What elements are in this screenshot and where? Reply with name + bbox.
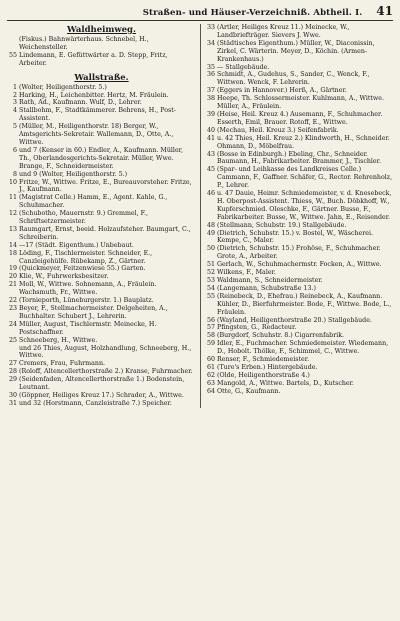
resident-text: Renser, F., Schmiedemeister. [217,356,310,364]
directory-entry [205,111,393,127]
directory-entry [205,324,393,332]
house-number: 38 [206,95,215,103]
house-number: 57 [206,324,215,332]
resident-text: (Fiskus.) Bahnwärterhaus. Schnebel, H., Weichensteller. [19,36,149,51]
house-number: 23 [8,305,17,312]
house-number: 36 [206,71,215,79]
resident-text: Löding, F., Tischlermeister. Schneider, E., Canzleigehülfe. Rübekamp, Z., Gärtner. [19,249,153,265]
directory-entry [7,179,196,195]
house-number: 4 [12,107,17,115]
directory-entry [7,226,196,242]
directory-entry [205,127,393,135]
resident-text: Waldmann, S., Schneidermeister. [217,277,323,284]
directory-entry [7,250,196,266]
resident-text: (Mechau, Heil. Kreuz 3.) Seifenfabrik. [217,126,339,134]
directory-entry [7,345,196,361]
house-number: 45 [206,166,215,174]
street-heading-waldheimweg: Waldheimweg. [67,25,136,35]
resident-text: (Olde, Heiligenthorstraße 4.) [217,371,310,379]
resident-text: Fritze, W., Wittwe. Fritze, E., Bureauvorsteher. Fritze, J., Kaufmann. [19,178,192,194]
resident-text: (Göppner, Heiliges Kreuz 17.) Schrader, A., Wittwe. [19,391,184,399]
resident-text: Schneeberg, H., Wittwe. [19,336,98,344]
street-entries-wallstrasse-continued [205,24,393,396]
directory-entry [205,24,393,40]
resident-text: (Schubotho, Mauernstr. 9.) Gremmel, F., Schriftsetzermeister. [19,210,149,226]
house-number: 28 [8,368,17,376]
house-number: 64 [206,387,215,395]
directory-entry [7,273,196,281]
house-number: 22 [8,297,17,305]
directory-entry [7,99,196,107]
directory-entry [7,242,196,250]
resident-text: Cremers, Frau, Fuhrmann. [19,360,106,368]
house-number: 10 [8,178,17,186]
header-title: Straßen- und Häuser-Verzeichniß. Abtheil. I. [142,8,363,18]
directory-entry [205,135,393,151]
resident-text: Schmidt, A., Gudehus, S., Sander, C., Wenck, F., Wittwen. Wenck, F. Lehrerin. [217,71,370,87]
house-number: 11 [8,194,17,202]
directory-entry [205,340,393,356]
house-number: 51 [206,261,215,269]
resident-text: (Heise, Heil. Kreuz 4.) Ausemann, F., Schuhmacher. Esserth, Emil, Brauer. Rotoff, E., Wittwe. [217,110,383,126]
columns [7,24,393,408]
house-number: 60 [206,356,215,364]
house-number: 63 [206,379,215,387]
directory-entry [7,360,196,368]
directory-entry [205,87,393,95]
resident-text: und 9 (Wolter, Heiligenthorstr. 5.) [19,170,128,178]
directory-entry [7,171,196,179]
house-number: 59 [206,340,215,348]
directory-entry [205,293,393,317]
directory-entry [205,64,393,72]
street-heading-wallstrasse: Wallstraße. [74,72,129,83]
house-number: 40 [206,126,215,134]
directory-entry [7,123,196,147]
directory-entry [205,356,393,364]
resident-text: Otte, G., Kaufmann. [217,387,281,395]
directory-entry [7,92,196,100]
resident-text: (Magistrat Celle.) Hamm, E., Agent. Kahle, G., Schuhmacher. [19,194,168,210]
resident-text: (Langemann, Schubstraße 13.) [217,284,316,292]
house-number: 62 [206,371,215,379]
resident-text: (Artler, Heiliges Kreuz 11.) Meinecke, W., Landbriefträger. Sievers J. Wwe. [217,24,350,39]
house-number: 41 [206,134,215,142]
directory-entry [205,230,393,246]
directory-entry [7,84,196,92]
resident-text: Moll, W., Wittwe. Sohnemann, A., Fräulein. Wachsmuth, Fr., Wittwe. [19,281,157,297]
resident-text: und 26 Thies, August, Holzhandlung, Schneeberg, H., Wittwe. [19,344,192,360]
resident-text: (Dietrich, Schubstr. 15.) v. Bostel, W., Wäscherei. Kempe, C., Maler. [217,229,374,245]
directory-entry [205,372,393,380]
house-number: 55 [206,292,215,300]
house-number: 34 [206,39,215,47]
resident-text: Pfingsten, G., Redacteur. [217,324,297,332]
left-column [7,24,200,408]
house-number: 3 [12,99,17,107]
resident-text: u. 42 Thies, Heil. Kreuz 2.) Klindworth, H., Schneider. Ohmann, D., Möbelfrau. [217,134,390,150]
directory-entry [205,190,393,222]
directory-entry [7,400,196,408]
resident-text: Müller, August, Tischlermstr. Meinecke, H. Postschaffner. [19,320,157,336]
resident-text: (Müller, M., Heiligenthorstr. 18) Berger, W., Amtsgerichts-Sekretair. Wallemann, D., Otte, A., Wittwe. [19,123,174,146]
house-number: 5 [12,123,17,131]
directory-entry [205,380,393,388]
resident-text: (Wolter, Heiligenthorstr. 5.) [19,83,107,91]
resident-text: Stallbohm, F., Stadtkämmerer. Behrens, H., Post-Assistent. [19,107,176,123]
resident-text: Gerlach, W., Schuhmachermstr. Focken, A., Wittwe. [217,261,382,269]
directory-entry [205,285,393,293]
directory-entry [7,147,196,171]
house-number: 29 [8,376,17,384]
directory-entry [205,269,393,277]
house-number: 8 [12,170,17,178]
house-number: 43 [206,150,215,158]
directory-entry [205,71,393,87]
resident-text: Heepe, Th. Schlossermeister. Kuhlmann, A., Wittwe. Müller, A., Fräulein. [217,95,385,111]
resident-text: (Reinebeck, D., Ehefrau.) Reinebeck, A., Kaufmann. Kühler, D., Bierfuhrmeister. Bode, F., Wittwe. Bode, L., Fräulein. [217,292,392,316]
resident-text: Klie, W., Fuhrwerksbesitzer. [19,273,109,281]
house-number: 54 [206,284,215,292]
resident-text: (Spar- und Leihkasse des Landkreises Celle.) Cammann, F., Gaffner. Schäfer, G., Rector. Rehrenholz, P., Lehrer. [217,166,393,190]
directory-entry [7,52,196,68]
directory-entry [7,194,196,210]
directory-entry [7,281,196,297]
house-number: 14 [8,241,17,249]
resident-text: Rath, Ad., Kaufmann. Wulf, D., Lehrer. [19,99,142,107]
house-number: 18 [8,249,17,257]
resident-text: (Dietrich, Schubstr. 15.) Frohöse, F., Schuhmacher. Grote, A., Arbeiter. [217,245,381,261]
house-number: 35 [206,63,215,71]
page-header [7,4,393,21]
directory-entry [7,337,196,345]
house-number: 56 [206,316,215,324]
house-number: 46 [206,190,215,198]
street-entries-wallstrasse [7,84,196,408]
resident-text: — Stallgebäude. [217,63,270,71]
directory-entry [205,40,393,64]
house-number: 27 [8,360,17,368]
house-number: 21 [8,281,17,289]
resident-text: (Städtisches Eigenthum.) Müller, W., Diaconissin, Zirkel, C. Wärterin. Meyer, D., Köchin. (Armen-Krankenhaus.) [217,39,375,63]
resident-text: und 7 (Kenser in 60.) Endler, A., Kaufmann. Müller, Th., Oberlandesgerichts-Sekretair. Müller, Wwe. Brange, F., Schneidermeister. [19,146,183,170]
resident-text: (Stellmann, Schubstr. 19.) Stallgebäude. [217,221,347,229]
directory-entry [7,368,196,376]
directory-entry [205,166,393,190]
directory-entry [205,151,393,167]
directory-entry [7,376,196,392]
directory-entry [205,364,393,372]
house-number: 19 [8,265,17,273]
resident-text: Beyer, F., Stellmachermeister. Delgeheiten, A., Buchhalter. Schubert J., Lehrerin. [19,305,168,320]
directory-entry [205,317,393,325]
house-number: 2 [12,91,17,99]
resident-text: (Quickmeyer, Feitzenwiese 55.) Garten. [19,265,146,273]
resident-text: (Wayland, Heiligenthorstraße 20.) Stallgebäude. [217,316,372,324]
directory-entry [7,36,196,52]
house-number: 50 [206,245,215,253]
directory-entry [205,222,393,230]
house-number: 49 [206,229,215,237]
resident-text: (Roloff, Altencellerthorstraße 2.) Kranse, Fuhrmacher. [19,368,193,376]
right-column [200,24,393,408]
directory-entry [7,305,196,321]
directory-entry [205,95,393,111]
resident-text: Mangold, A., Wittwe. Bartels, D., Kutscher. [217,379,354,387]
directory-entry [205,277,393,285]
house-number: 39 [206,110,215,118]
house-number: 58 [206,332,215,340]
street-entries-waldheimweg [7,36,196,68]
directory-entry [7,392,196,400]
house-number: 33 [206,24,215,31]
resident-text: —17 (Städt. Eigenthum.) Unbebaut. [19,241,134,249]
house-number: 55 [8,51,17,59]
resident-text: Raumgart, Ernst, beeid. Holzaufsteher. Baumgart, C., Schreiberin. [19,225,191,241]
house-number: 61 [206,363,215,371]
house-number: 1 [12,83,17,91]
directory-entry [7,321,196,337]
directory-entry [7,297,196,305]
resident-text: (Tornieporth, Lüneburgerstr. 1.) Bauplatz. [19,297,154,305]
house-number: 13 [8,225,17,233]
house-number: 6 [12,146,17,154]
house-number: 31 [8,399,17,407]
resident-text: (Eggers in Hannover.) Herß, A., Gärtner. [217,87,347,95]
house-number: 37 [206,87,215,95]
directory-entry [205,332,393,340]
resident-text: Idler, E., Fuchmacher. Schmiedemeister. Wiedemann, D., Hobolt. Thölke, F., Schimmel, C., Wittwe. [217,340,389,356]
resident-text: Lindemann, E. Gefüttwärter a. D. Stepp, Fritz, Arbeiter. [19,51,168,67]
resident-text: u. 47 Dauie, Heimr. Schmiedemeister, v. d. Knesebeck, H. Oberpost-Assistent. Thiess, W., Buch. Döbkhoff, W., Kupferschmied. Oleschke, F., Gärtner. Busse, F., Fabrikarbeiter. Busse, W., Wittwe. Jahn, E., Reisender. [217,190,392,221]
directory-entry [205,245,393,261]
directory-entry [205,261,393,269]
directory-entry [7,107,196,123]
house-number: 24 [8,320,17,328]
house-number: 48 [206,221,215,229]
house-number: 25 [8,336,17,344]
page-number: 41 [376,4,393,18]
resident-text: (Bosse in Edinburgh.) Ebeling, Chr., Schneider. Baumann, H., Fabrikarbeiter. Brammer, J., Tischler. [217,150,381,166]
house-number: 20 [8,273,17,281]
directory-entry [205,388,393,396]
resident-text: und 32 (Horstmann, Canzleistraße 7.) Speicher. [19,399,172,407]
house-number: 30 [8,391,17,399]
directory-entry [7,265,196,273]
resident-text: (Seidenfaden, Altencellerthorstraße 1.) Bodenstein, Leutnant. [19,376,185,392]
directory-entry [7,210,196,226]
resident-text: Wilkens, F., Maler. [217,269,276,277]
house-number: 12 [8,210,17,218]
house-number: 52 [206,269,215,277]
resident-text: Harking, H., Leichenbitter. Hertz, M. Fräulein. [19,91,169,99]
resident-text: (Ture's Erben.) Hintergebäude. [217,363,318,371]
house-number: 53 [206,277,215,284]
resident-text: (Burgdorf, Schuhstr. 8.) Cigarrenfabrik. [217,332,345,340]
